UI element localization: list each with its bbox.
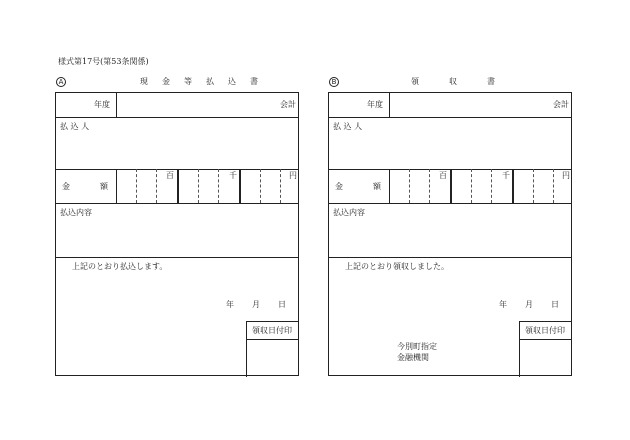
divider <box>280 169 281 203</box>
right-title <box>411 78 495 86</box>
divider <box>136 169 137 203</box>
divider <box>553 169 554 203</box>
unit-hyaku: 百 <box>166 171 174 180</box>
left-title-char: 現 <box>140 77 148 86</box>
date-day: 日 <box>278 300 286 309</box>
divider <box>239 169 241 203</box>
left-title-char: 書 <box>250 77 258 86</box>
stamp-label: 領収日付印 <box>252 326 292 335</box>
unit-hyaku: 百 <box>439 171 447 180</box>
divider <box>329 257 571 258</box>
amount-label: 金 <box>335 182 343 191</box>
divider <box>156 169 157 203</box>
marker-b: B <box>329 77 339 87</box>
unit-en: 円 <box>562 171 570 180</box>
divider <box>246 321 298 322</box>
stamp-label: 領収日付印 <box>525 326 565 335</box>
left-title-char: 込 <box>228 77 236 86</box>
divider <box>389 169 390 203</box>
divider <box>246 321 247 377</box>
statement: 上記のとおり払込します。 <box>72 262 168 271</box>
divider <box>519 339 571 340</box>
divider <box>56 117 298 118</box>
divider <box>519 321 520 377</box>
divider <box>246 339 298 340</box>
form-number: 様式第17号(第53条関係) <box>58 57 149 66</box>
nendo-label: 年度 <box>94 100 110 109</box>
divider <box>329 203 571 204</box>
right-form <box>328 92 572 376</box>
divider <box>512 169 514 203</box>
date-month: 月 <box>252 300 260 309</box>
institution-line1: 今別町指定 <box>397 342 437 351</box>
divider <box>177 169 179 203</box>
divider <box>198 169 199 203</box>
kaikei-label: 会計 <box>553 100 569 109</box>
left-title <box>140 78 258 86</box>
date-day: 日 <box>551 300 559 309</box>
divider <box>491 169 492 203</box>
divider <box>471 169 472 203</box>
date-year: 年 <box>226 300 234 309</box>
amount-label: 額 <box>373 182 381 191</box>
right-title-char: 収 <box>449 77 457 86</box>
left-title-char: 等 <box>184 77 192 86</box>
left-form <box>55 92 299 376</box>
left-title-char: 金 <box>162 77 170 86</box>
right-title-char: 書 <box>487 77 495 86</box>
content-label: 払込内容 <box>60 208 92 217</box>
nendo-label: 年度 <box>367 100 383 109</box>
content-label: 払込内容 <box>333 208 365 217</box>
divider <box>389 93 390 117</box>
amount-label: 額 <box>100 182 108 191</box>
divider <box>450 169 452 203</box>
date-month: 月 <box>525 300 533 309</box>
divider <box>218 169 219 203</box>
divider <box>329 117 571 118</box>
payer-label: 払 込 人 <box>60 122 90 131</box>
divider <box>260 169 261 203</box>
divider <box>409 169 410 203</box>
divider <box>116 93 117 117</box>
right-title-char: 領 <box>411 77 419 86</box>
divider <box>56 203 298 204</box>
divider <box>519 321 571 322</box>
statement: 上記のとおり領収しました。 <box>345 262 449 271</box>
unit-en: 円 <box>289 171 297 180</box>
marker-a: A <box>56 77 66 87</box>
unit-sen: 千 <box>502 171 510 180</box>
unit-sen: 千 <box>229 171 237 180</box>
divider <box>56 257 298 258</box>
divider <box>116 169 117 203</box>
divider <box>533 169 534 203</box>
institution-line2: 金融機関 <box>397 353 429 362</box>
payer-label: 払 込 人 <box>333 122 363 131</box>
amount-label: 金 <box>62 182 70 191</box>
divider <box>429 169 430 203</box>
left-title-char: 払 <box>206 77 214 86</box>
kaikei-label: 会計 <box>280 100 296 109</box>
date-year: 年 <box>499 300 507 309</box>
